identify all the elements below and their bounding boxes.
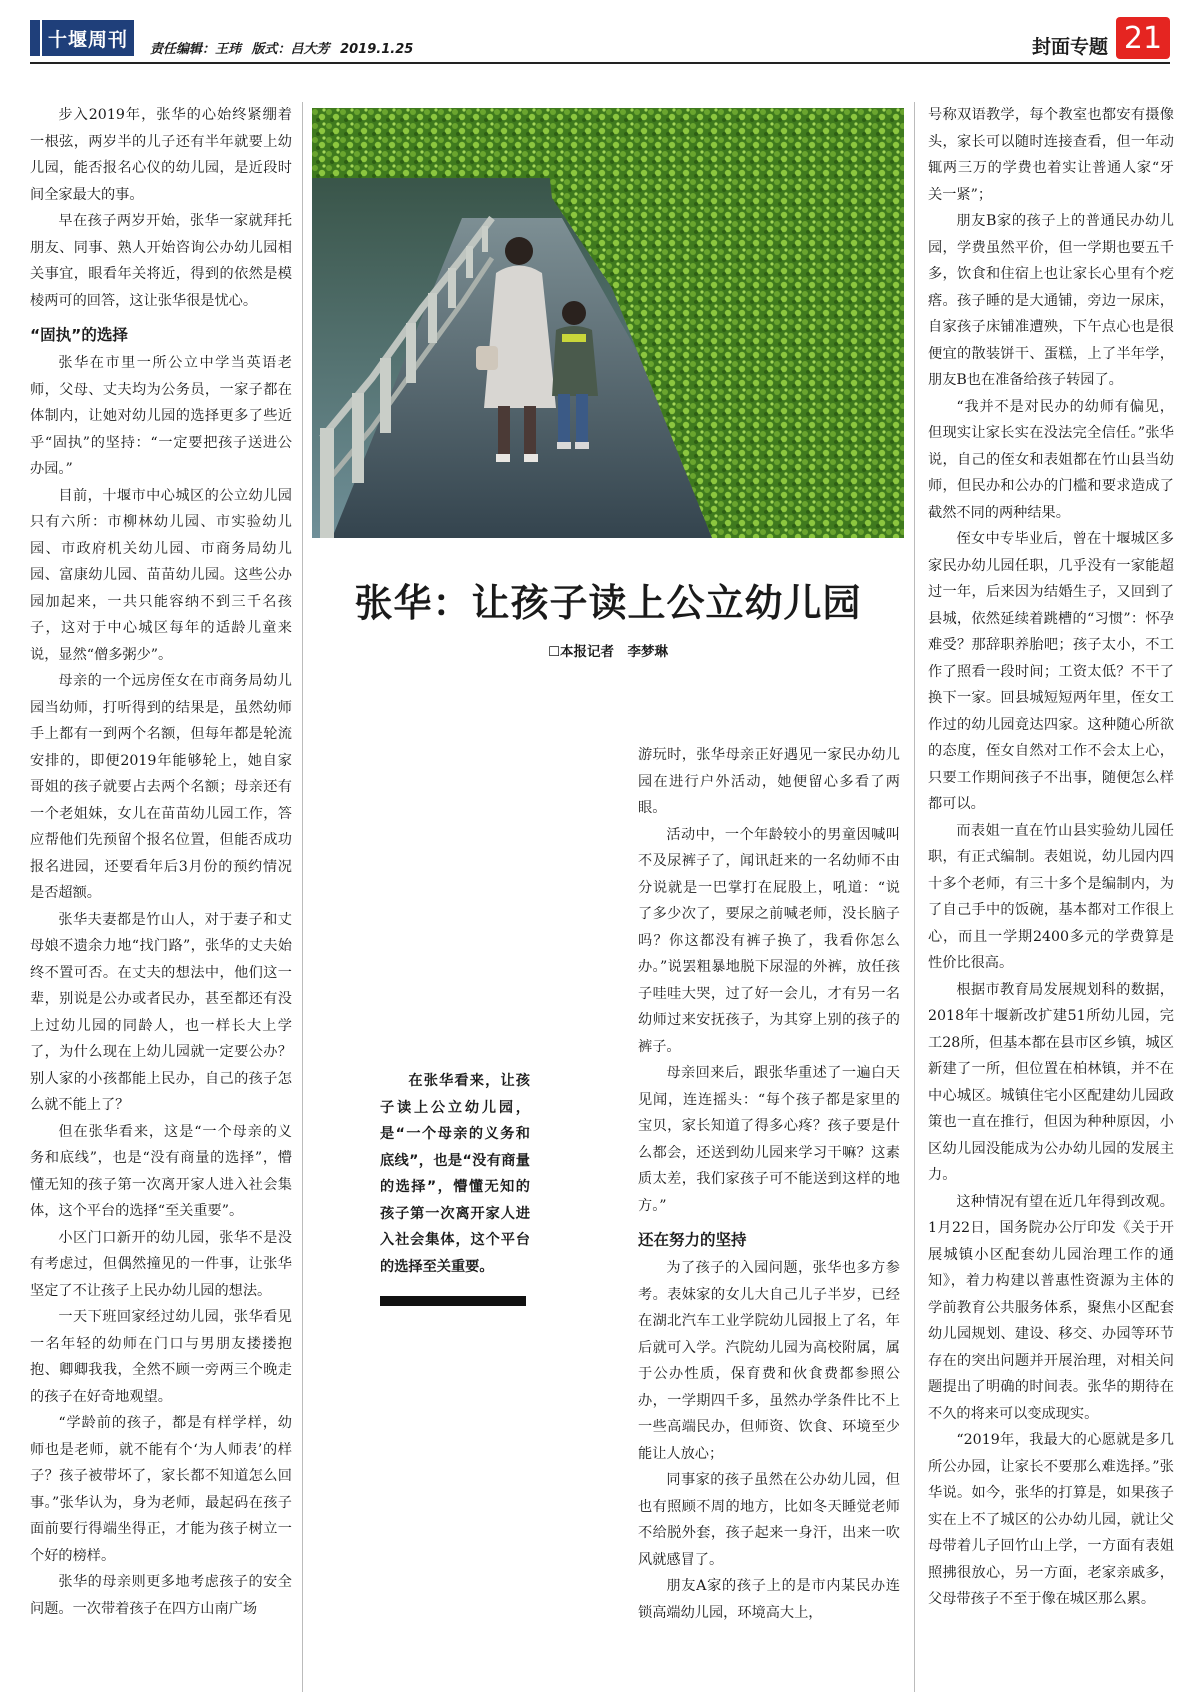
- masthead-logo: [30, 20, 134, 56]
- edit-credits: [150, 38, 419, 57]
- header-rule: [30, 62, 1170, 64]
- column-divider: [914, 102, 915, 1692]
- section-subheading: 还在努力的坚持: [638, 1231, 747, 1249]
- body-paragraph: 张华夫妻都是竹山人，对于妻子和丈母娘不遗余力地“找门路”，张华的丈夫始终不置可否。在丈夫的想法中，他们这一辈，别说是公办或者民办，甚至都还有没上过幼儿园的同龄人，也一样长大上学了，为什么现在上幼儿园就一定要公办？别人家的小孩都能上民办，自己的孩子怎么就不能上了？: [30, 911, 292, 1113]
- article-column-3: [928, 102, 1174, 1613]
- body-paragraph: 一天下班回家经过幼儿园，张华看见一名年轻的幼师在门口与男朋友搂搂抱抱、卿卿我我，全然不顾一旁两三个晚走的孩子在好奇地观望。: [30, 1309, 292, 1405]
- masthead-title: 十堰周刊: [42, 20, 134, 56]
- body-paragraph: 步入2019年，张华的心始终紧绷着一根弦，两岁半的儿子还有半年就要上幼儿园，能否报名心仪的幼儿园，是近段时间全家最大的事。: [30, 107, 292, 203]
- body-paragraph: 号称双语教学，每个教室也都安有摄像头，家长可以随时连接查看，但一年动辄两三万的学费也着实让普通人家“牙关一紧”；: [928, 107, 1174, 203]
- column-divider: [302, 102, 303, 1692]
- body-paragraph: 张华在市里一所公立中学当英语老师，父母、丈夫均为公务员，一家子都在体制内，让她对幼儿园的选择更多了些近乎“固执”的坚持：“一定要把孩子送进公办园。”: [30, 355, 292, 477]
- body-paragraph: 张华的母亲则更多地考虑孩子的安全问题。一次带着孩子在四方山南广场: [30, 1574, 292, 1617]
- body-paragraph: 活动中，一个年龄较小的男童因喊叫不及尿裤子了，闻讯赶来的一名幼师不由分说就是一巴掌打在屁股上，吼道：“说了多少次了，要尿之前喊老师，没长脑子吗？你这都没有裤子换了，我看你怎么办。”说罢粗暴地脱下尿湿的外裤，放任孩子哇哇大哭，过了好一会儿，才有另一名幼师过来安抚孩子，为其穿上别的孩子的裤子。: [638, 826, 900, 1055]
- body-paragraph: 这种情况有望在近几年得到改观。1月22日，国务院办公厅印发《关于开展城镇小区配套幼儿园治理工作的通知》，着力构建以普惠性资源为主体的学前教育公共服务体系，聚焦小区配套幼儿园规划、建设、移交、办园等环节存在的突出问题并开展治理，对相关问题提出了明确的时间表。张华的期待在不久的将来可以变成现实。: [928, 1193, 1174, 1422]
- masthead-bar: [30, 20, 42, 56]
- pull-quote: 在张华看来，让孩子读上公立幼儿园，是“一个母亲的义务和底线”，也是“没有商量的选择”，懵懂无知的孩子第一次离开家人进入社会集体，这个平台的选择至关重要。: [380, 1073, 530, 1275]
- layout-credit: 版式：吕大芳: [251, 42, 330, 57]
- body-paragraph: 早在孩子两岁开始，张华一家就拜托朋友、同事、熟人开始咨询公办幼儿园相关事宜，眼看年关将近，得到的依然是模棱两可的回答，这让张华很是忧心。: [30, 213, 292, 309]
- page-number-badge: 21: [1116, 17, 1170, 59]
- body-paragraph: 同事家的孩子虽然在公办幼儿园，但也有照顾不周的地方，比如冬天睡觉老师不给脱外套，孩子起来一身汗，出来一吹风就感冒了。: [638, 1472, 900, 1568]
- body-paragraph: 朋友B家的孩子上的普通民办幼儿园，学费虽然平价，但一学期也要五千多，饮食和住宿上也让家长心里有个疙瘩。孩子睡的是大通铺，旁边一尿床，自家孩子床铺准遭殃，下午点心也是很便宜的散装饼干、蛋糕，上了半年学，朋友B也在准备给孩子转园了。: [928, 213, 1174, 388]
- body-paragraph: 朋友A家的孩子上的是市内某民办连锁高端幼儿园，环境高大上，: [638, 1578, 900, 1621]
- body-paragraph: 但在张华看来，这是“一个母亲的义务和底线”，也是“没有商量的选择”，懵懂无知的孩子第一次离开家人进入社会集体，这个平台的选择“至关重要”。: [30, 1123, 292, 1219]
- body-paragraph: 母亲的一个远房侄女在市商务局幼儿园当幼师，打听得到的结果是，虽然幼师手上都有一到两个名额，但每年都是轮流安排的，即便2019年能够轮上，她自家哥姐的孩子就要占去两个名额；母亲还有一个老姐妹，女儿在苗苗幼儿园工作，答应帮他们先预留个报名位置，但能否成功报名进园，还要看年后3月份的预约情况是否超额。: [30, 673, 292, 901]
- article-byline: ☐本报记者 李梦琳: [547, 644, 669, 660]
- body-paragraph: 为了孩子的入园问题，张华也多方参考。表妹家的女儿大自己儿子半岁，已经在湖北汽车工业学院幼儿园报上了名，年后就可入学。汽院幼儿园为高校附属，属于公办性质，保育费和伙食费都参照公办，一学期四千多，虽然办学条件比不上一些高端民办，但师资、饮食、环境至少能让人放心；: [638, 1260, 900, 1462]
- body-paragraph: “我并不是对民办的幼师有偏见，但现实让家长实在没法完全信任。”张华说，自己的侄女和表姐都在竹山县当幼师，但民办和公办的门槛和要求造成了截然不同的两种结果。: [928, 398, 1174, 521]
- section-title: 封面专题: [1031, 36, 1108, 58]
- body-paragraph: 而表姐一直在竹山县实验幼儿园任职，有正式编制。表姐说，幼儿园内四十多个老师，有三十多个是编制内，为了自己手中的饭碗，基本都对工作很上心，而且一学期2400多元的学费算是性价比很高。: [928, 822, 1174, 971]
- section-subheading: “固执”的选择: [30, 326, 128, 344]
- body-paragraph: 根据市教育局发展规划科的数据，2018年十堰新改扩建51所幼儿园，完工28所，但基本都在县市区乡镇，城区新建了一所，但位置在柏林镇，并不在中心城区。城镇住宅小区配建幼儿园政策也一直在推行，但因为种种原因，小区幼儿园没能成为公办幼儿园的发展主力。: [928, 981, 1174, 1183]
- body-paragraph: 母亲回来后，跟张华重述了一遍白天见闻，连连摇头：“每个孩子都是家里的宝贝，家长知道了得多心疼？孩子要是什么都会，还送到幼儿园来学习干嘛？这素质太差，我们家孩子可不能送到这样的地方。”: [638, 1065, 900, 1214]
- body-paragraph: “2019年，我最大的心愿就是多几所公办园，让家长不要那么难选择。”张华说。如今，张华的打算是，如果孩子实在上不了城区的公办幼儿园，就让父母带着儿子回竹山上学，一方面有表姐照拂很放心，另一方面，老家亲戚多，父母带孩子不至于像在城区那么累。: [928, 1432, 1174, 1607]
- issue-date: 2019.1.25: [340, 42, 414, 57]
- feature-photo: [312, 108, 904, 538]
- article-headline: 张华：让孩子读上公立幼儿园: [354, 581, 862, 625]
- body-paragraph: 目前，十堰市中心城区的公立幼儿园只有六所：市柳林幼儿园、市实验幼儿园、市政府机关幼儿园、市商务局幼儿园、富康幼儿园、苗苗幼儿园。这些公办园加起来，一共只能容纳不到三千名孩子，这对于中心城区每年的适龄儿童来说，显然“僧多粥少”。: [30, 487, 292, 663]
- body-paragraph: “学龄前的孩子，都是有样学样，幼师也是老师，就不能有个‘为人师表’的样子？孩子被带坏了，家长都不知道怎么回事。”张华认为，身为老师，最起码在孩子面前要行得端坐得正，才能为孩子树立一个好的榜样。: [30, 1415, 292, 1564]
- body-paragraph: 游玩时，张华母亲正好遇见一家民办幼儿园在进行户外活动，她便留心多看了两眼。: [638, 747, 900, 816]
- pull-quote-bar: [380, 1296, 526, 1306]
- article-column-1: [30, 102, 292, 1622]
- article-column-2: [638, 742, 900, 1626]
- body-paragraph: 小区门口新开的幼儿园，张华不是没有考虑过，但偶然撞见的一件事，让张华坚定了不让孩子上民办幼儿园的想法。: [30, 1229, 292, 1299]
- editor-credit: 责任编辑：王玮: [150, 42, 242, 57]
- body-paragraph: 侄女中专毕业后，曾在十堰城区多家民办幼儿园任职，几乎没有一家能超过一年，后来因为结婚生子，又回到了县城，依然延续着跳槽的“习惯”：怀孕难受？那辞职养胎吧；孩子太小，不工作了照看一段时间；工资太低？不干了换下一家。回县城短短两年里，侄女工作过的幼儿园竟达四家。这种随心所欲的态度，侄女自然对工作不会太上心，只要工作期间孩子不出事，随便怎么样都可以。: [928, 531, 1174, 812]
